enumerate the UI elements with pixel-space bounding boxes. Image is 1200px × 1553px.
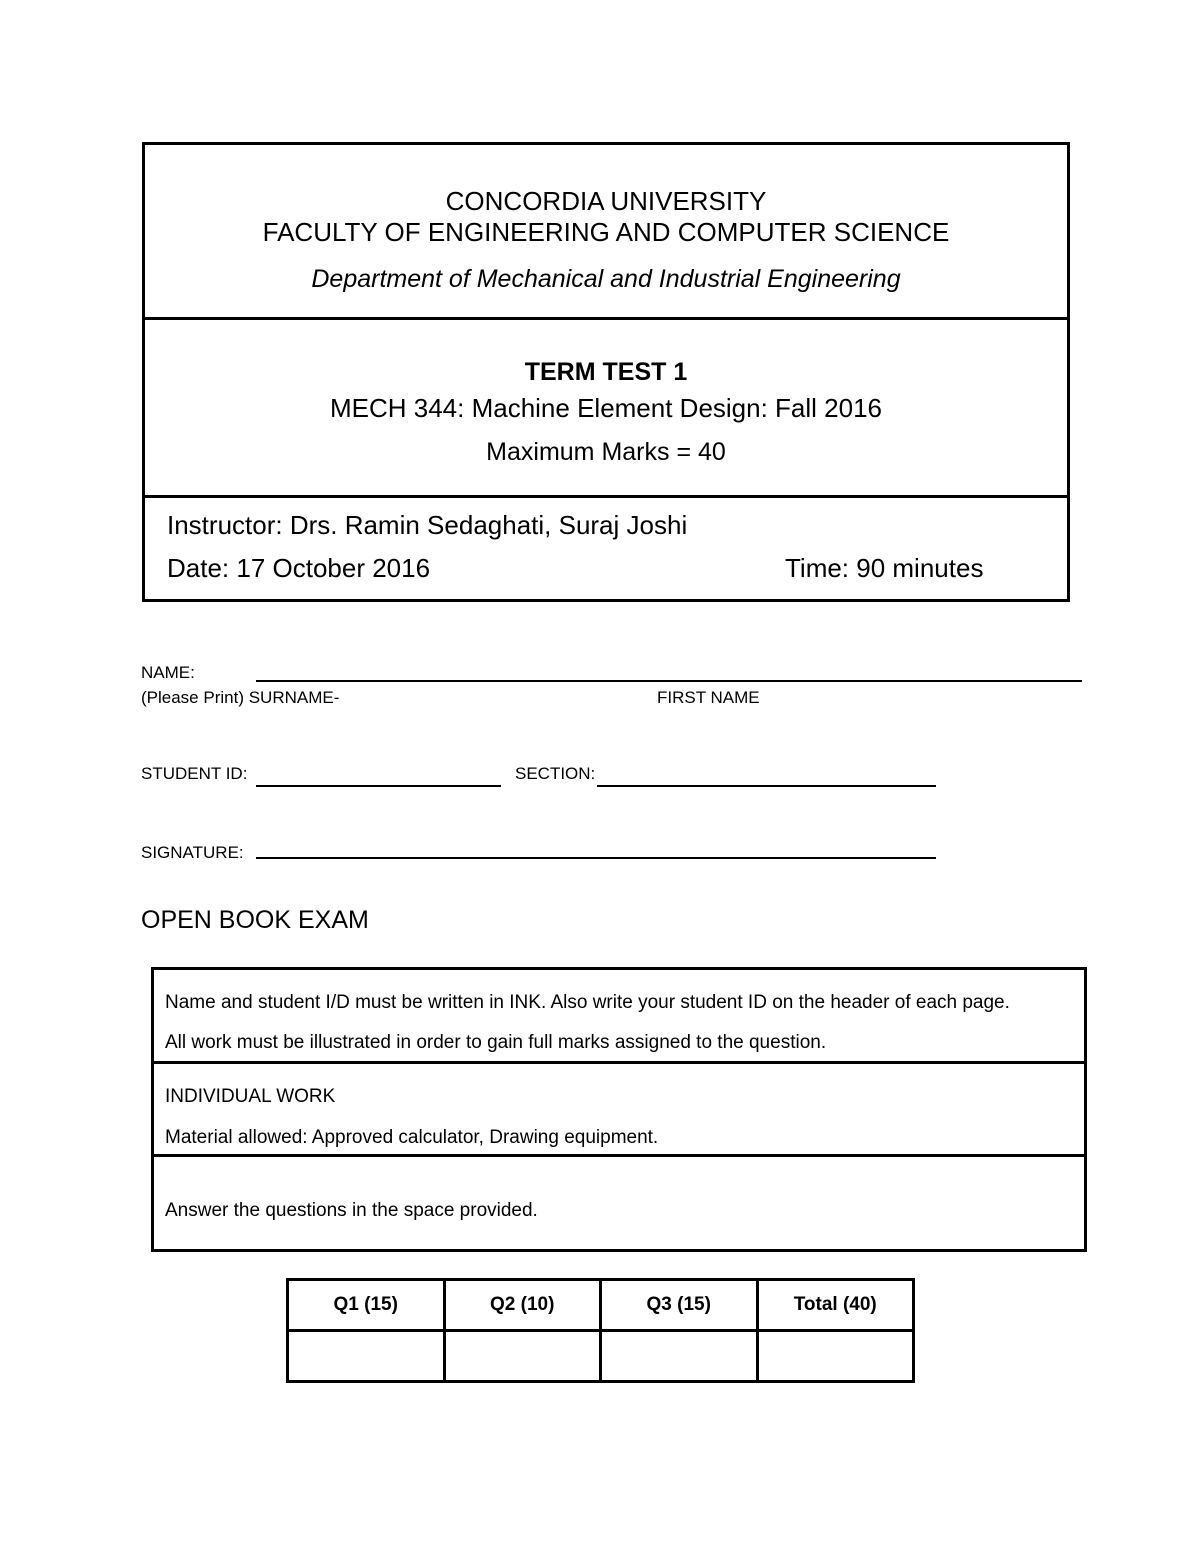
student-id-field[interactable] — [256, 785, 501, 787]
individual-work: INDIVIDUAL WORK — [165, 1086, 336, 1107]
course-title: MECH 344: Machine Element Design: Fall 2016 — [329, 393, 883, 423]
faculty-name: FACULTY OF ENGINEERING AND COMPUTER SCIENCE — [262, 217, 950, 247]
total-mark-cell[interactable] — [757, 1331, 914, 1382]
signature-label: SIGNATURE: — [141, 843, 244, 862]
instruction-illustrate: All work must be illustrated in order to gain full marks assigned to the question. — [165, 1032, 827, 1053]
exam-duration: Time: 90 minutes — [785, 553, 984, 583]
q1-header: Q1 (15) — [288, 1280, 445, 1331]
q3-header: Q3 (15) — [601, 1280, 758, 1331]
q1-mark-cell[interactable] — [288, 1331, 445, 1382]
institution-section — [145, 145, 1067, 320]
test-title: TERM TEST 1 — [524, 358, 688, 386]
department-name: Department of Mechanical and Industrial Engineering — [311, 265, 901, 293]
work-rules-section — [154, 1064, 1084, 1157]
max-marks: Maximum Marks = 40 — [486, 438, 726, 466]
ink-instructions-section — [154, 970, 1084, 1064]
exam-header-box — [142, 142, 1070, 602]
marks-table — [286, 1278, 915, 1383]
exam-type-heading: OPEN BOOK EXAM — [141, 906, 369, 934]
q2-header: Q2 (10) — [444, 1280, 601, 1331]
instructions-box — [151, 967, 1087, 1252]
section-field[interactable] — [597, 785, 936, 787]
surname-hint: (Please Print) SURNAME- — [141, 688, 340, 707]
materials-allowed: Material allowed: Approved calculator, Drawing equipment. — [165, 1127, 659, 1148]
q3-mark-cell[interactable] — [601, 1331, 758, 1382]
answer-instructions-section — [154, 1157, 1084, 1249]
answer-instruction: Answer the questions in the space provided. — [165, 1200, 538, 1221]
marks-entry-row — [288, 1331, 914, 1382]
marks-header-row — [288, 1280, 914, 1331]
student-id-label: STUDENT ID: — [141, 764, 248, 783]
university-name: CONCORDIA UNIVERSITY — [445, 186, 767, 216]
q2-mark-cell[interactable] — [444, 1331, 601, 1382]
name-field[interactable] — [256, 680, 1082, 682]
name-label: NAME: — [141, 663, 195, 682]
schedule-section — [145, 498, 1067, 599]
signature-field[interactable] — [256, 857, 936, 859]
instructor-line: Instructor: Drs. Ramin Sedaghati, Suraj Joshi — [167, 510, 688, 540]
first-name-hint: FIRST NAME — [657, 688, 760, 707]
total-header: Total (40) — [757, 1280, 914, 1331]
section-label: SECTION: — [515, 764, 596, 783]
test-info-section — [145, 320, 1067, 498]
exam-date: Date: 17 October 2016 — [167, 553, 431, 583]
instruction-ink: Name and student I/D must be written in INK. Also write your student ID on the header of each page. — [165, 992, 1010, 1013]
